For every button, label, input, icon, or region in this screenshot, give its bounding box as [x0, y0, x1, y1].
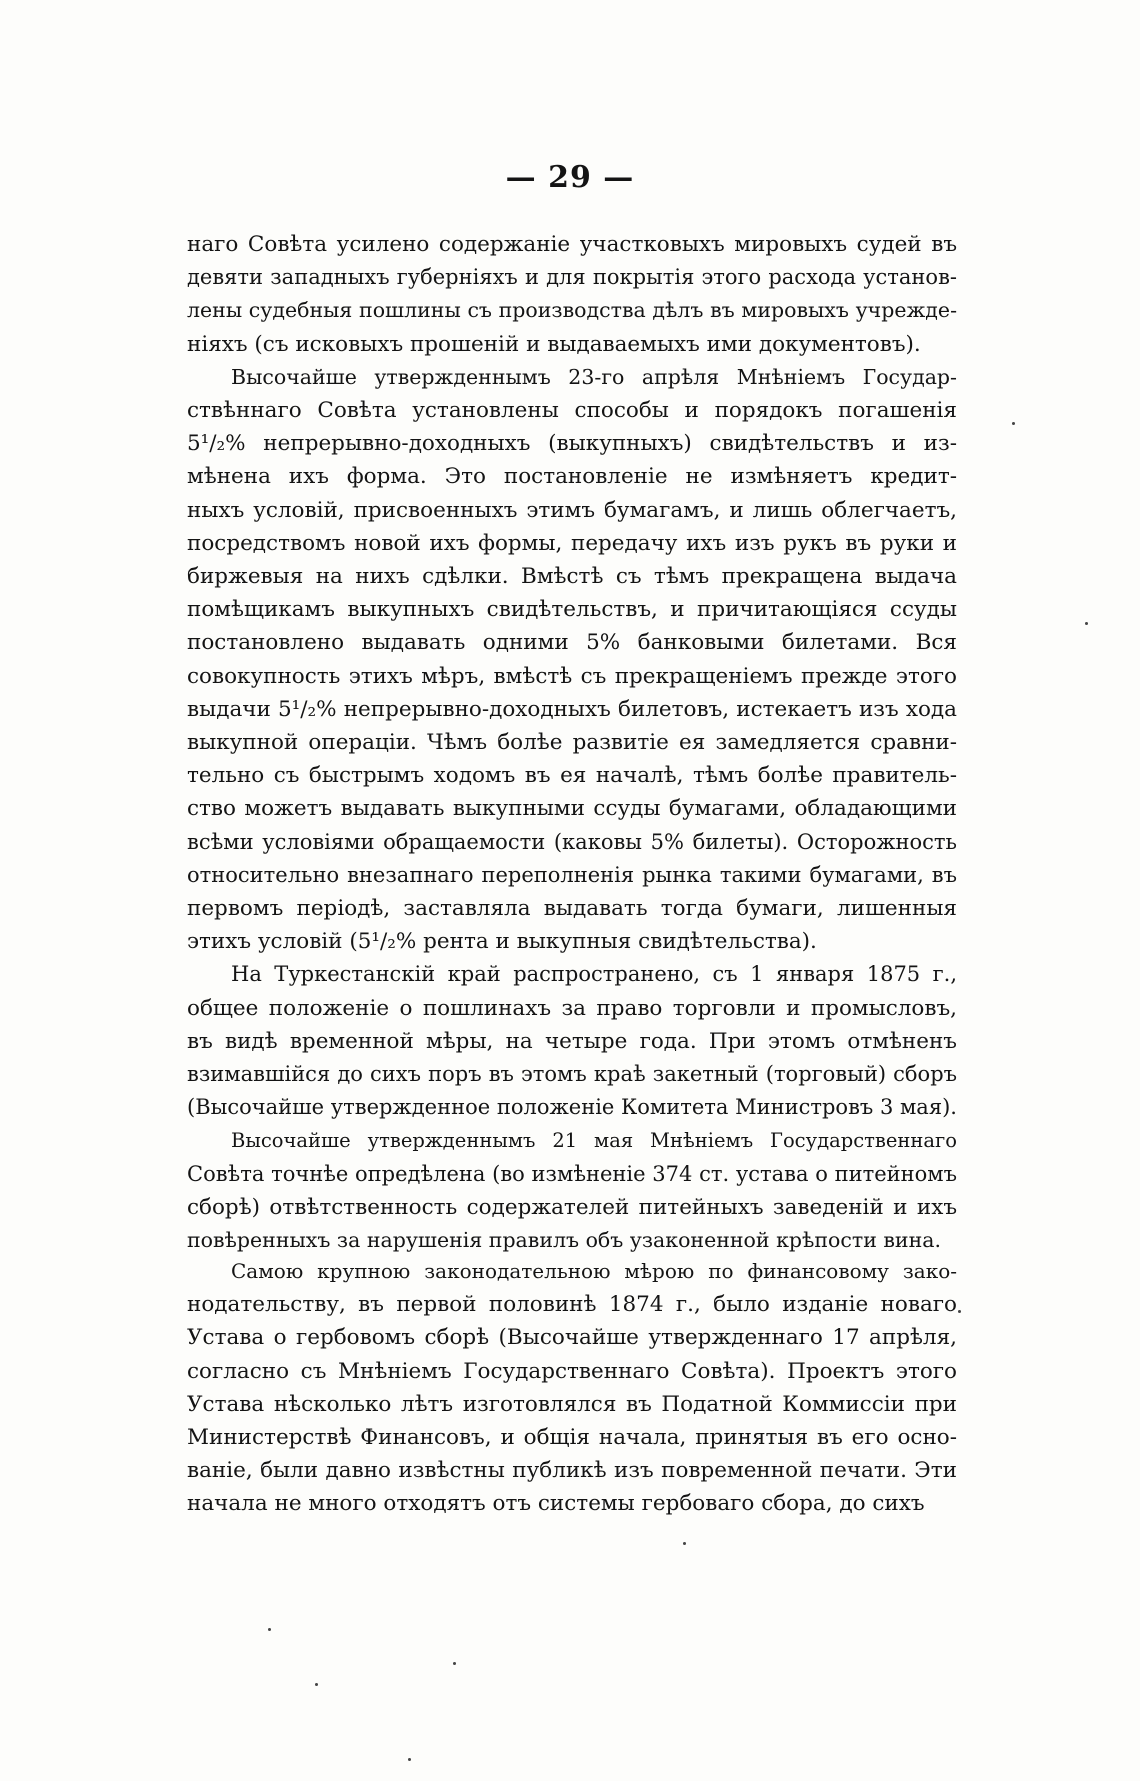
text-line: этихъ условій (5¹/₂% рента и выкупныя свидѣтельства). [187, 929, 817, 955]
text-line: повѣренныхъ за нарушенія правилъ объ узаконенной крѣпости вина. [187, 1228, 941, 1253]
text-line: выкупной операціи. Чѣмъ болѣе развитіе ея замедляется сравни- [187, 730, 957, 756]
text-line: относительно внезапнаго переполненія рынка такими бумагами, въ [187, 862, 957, 887]
text-line: мѣнена ихъ форма. Это постановленіе не измѣняетъ кредит- [187, 464, 957, 490]
text-line: ствѣннаго Совѣта установлены способы и порядокъ погашенія [187, 398, 957, 424]
text-line: (Высочайше утвержденное положеніе Комитета Министровъ 3 мая). [187, 1095, 957, 1120]
text-line: сборѣ) отвѣтственность содержателей питейныхъ заведеній и ихъ [187, 1194, 957, 1220]
scan-speck [683, 1542, 686, 1545]
scan-speck [1085, 622, 1088, 625]
text-line: ныхъ условій, присвоенныхъ этимъ бумагамъ, и лишь облегчаетъ, [187, 497, 957, 523]
text-line: взимавшійся до сихъ поръ въ этомъ краѣ закетный (торговый) сборъ [187, 1062, 957, 1087]
text-line: посредствомъ новой ихъ формы, передачу ихъ изъ рукъ въ руки и [187, 530, 957, 556]
text-line: ніяхъ (съ исковыхъ прошеній и выдаваемыхъ ими документовъ). [187, 331, 921, 357]
text-section-gerbovoy-sbor [187, 1255, 957, 1521]
text-line: Устава нѣсколько лѣтъ изготовлялся въ Податной Коммиссіи при [187, 1391, 957, 1417]
text-line: нодательству, въ первой половинѣ 1874 г., было изданіе новаго [187, 1292, 957, 1318]
text-line: всѣми условіями обращаемости (каковы 5% билеты). Осторожность [187, 829, 957, 854]
text-section-main [187, 228, 957, 1257]
text-line: наго Совѣта усилено содержаніе участковыхъ мировыхъ судей въ [187, 232, 957, 257]
text-line: Высочайше утвержденнымъ 21 мая Мнѣніемъ Государственнаго [231, 1129, 957, 1153]
text-line: общее положеніе о пошлинахъ за право торговли и промысловъ, [187, 995, 957, 1021]
text-line: постановлено выдавать одними 5% банковыми билетами. Вся [187, 630, 957, 656]
text-line: ство можетъ выдавать выкупными ссуды бумагами, обладающими [187, 796, 957, 822]
text-line: первомъ періодѣ, заставляла выдавать тогда бумаги, лишенныя [187, 896, 957, 922]
text-line: Устава о гербовомъ сборѣ (Высочайше утвержденнаго 17 апрѣля, [187, 1325, 957, 1351]
text-line: Министерствѣ Финансовъ, и общія начала, принятыя въ его осно- [187, 1425, 957, 1451]
text-line: Самою крупною законодательною мѣрою по финансовому зако- [231, 1259, 957, 1283]
scan-speck [958, 1310, 961, 1313]
text-line: совокупность этихъ мѣръ, вмѣстѣ съ прекращеніемъ прежде этого [187, 663, 957, 689]
paragraph [187, 958, 957, 1124]
text-line: тельно съ быстрымъ ходомъ въ ея началѣ, тѣмъ болѣе правитель- [187, 763, 957, 789]
text-line: согласно съ Мнѣніемъ Государственнаго Совѣта). Проектъ этого [187, 1358, 957, 1384]
paragraph [187, 1124, 957, 1257]
scan-speck [408, 1758, 411, 1761]
text-line: въ видѣ временной мѣры, на четыре года. При этомъ отмѣненъ [187, 1028, 957, 1054]
paragraph [187, 361, 957, 959]
page-number: — 29 — [505, 160, 635, 195]
scan-speck [453, 1662, 456, 1665]
text-line: 5¹/₂% непрерывно-доходныхъ (выкупныхъ) свидѣтельствъ и из- [187, 431, 957, 457]
scan-speck [315, 1683, 318, 1686]
text-line: выдачи 5¹/₂% непрерывно-доходныхъ билетовъ, истекаетъ изъ хода [187, 696, 957, 722]
text-line: девяти западныхъ губерніяхъ и для покрытія этого расхода установ- [187, 265, 957, 290]
text-line: биржевыя на нихъ сдѣлки. Вмѣстѣ съ тѣмъ прекращена выдача [187, 564, 957, 590]
text-line: лены судебныя пошлины съ производства дѣлъ въ мировыхъ учрежде- [187, 298, 957, 323]
text-line: Высочайше утвержденнымъ 23-го апрѣля Мнѣніемъ Государ- [231, 364, 957, 389]
text-line: Совѣта точнѣе опредѣлена (во измѣненіе 374 ст. устава о питейномъ [187, 1161, 957, 1186]
text-line: ваніе, были давно извѣстны публикѣ изъ повременной печати. Эти [187, 1458, 957, 1484]
text-line: начала не много отходятъ отъ системы гербоваго сбора, до сихъ [187, 1491, 925, 1517]
paragraph [187, 228, 957, 361]
text-line: помѣщикамъ выкупныхъ свидѣтельствъ, и причитающіяся ссуды [187, 597, 957, 623]
scan-speck [1012, 422, 1015, 425]
text-line: На Туркестанскій край распространено, съ 1 января 1875 г., [231, 962, 957, 987]
scan-speck [268, 1628, 271, 1631]
paragraph [187, 1255, 957, 1521]
